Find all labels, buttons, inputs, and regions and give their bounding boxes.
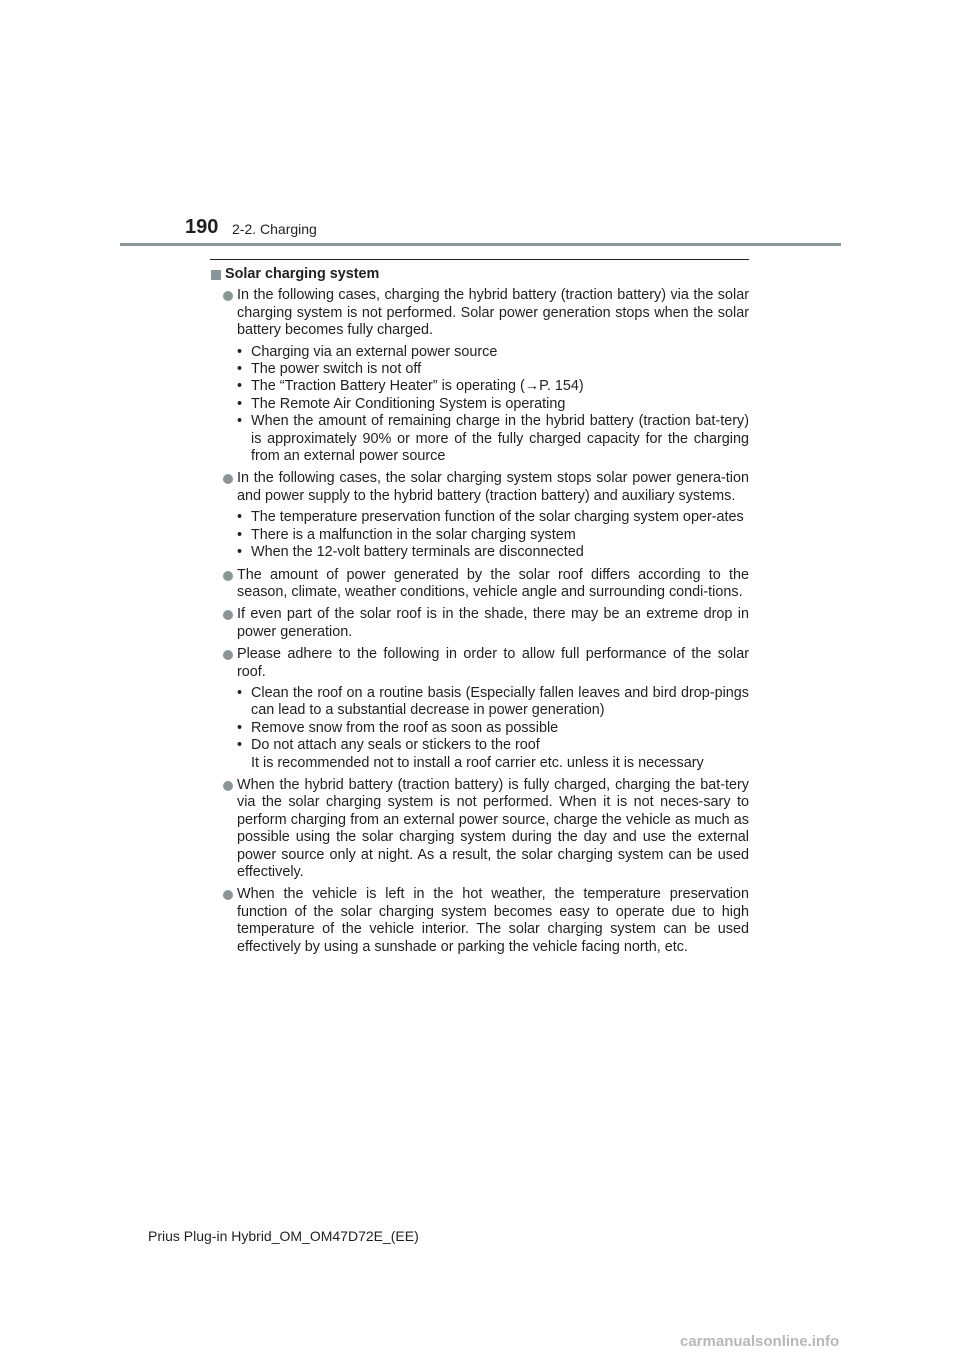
sub-list-item-text: There is a malfunction in the solar charging system [251,526,576,543]
circle-bullet-icon [223,610,233,620]
list-item [211,886,749,956]
sub-list-item-text: Charging via an external power source [251,343,498,360]
sub-list-item-text[interactable]: The “Traction Battery Heater” is operating (→P. 154) [251,378,584,395]
circle-bullet-icon [223,890,233,900]
circle-bullet-icon [223,650,233,660]
list-item-text: When the vehicle is left in the hot weather, the temperature preservation function of the solar charging system becomes easy to operate due to high temperature of the vehicle interior. The solar charging system can be used effectively by using a sunshade or parking the vehicle facing north, etc. [237,886,749,955]
list-item [211,287,749,465]
list-item-text: The amount of power generated by the solar roof differs according to the season, climate, weather conditions, vehicle angle and surrounding condi-tions. [237,566,749,600]
circle-bullet-icon [223,291,233,301]
footer-document-id: Prius Plug-in Hybrid_OM_OM47D72E_(EE) [148,1228,419,1244]
sub-list-item: • The power switch is not off [237,361,422,378]
section-heading: 2-2. Charging [232,221,317,237]
sub-list-item: • The “Traction Battery Heater” is operating (→P. 154) [237,378,584,395]
list-item [211,777,749,881]
sub-list-item: • There is a malfunction in the solar charging system [237,526,576,543]
sub-list-item: • The Remote Air Conditioning System is operating [237,395,566,412]
list-item [211,470,749,561]
list-item-text: In the following cases, charging the hybrid battery (traction battery) via the solar charging system is not performed. Solar power generation stops when the solar battery becomes fully charged. [237,287,749,339]
watermark: carmanualsonline.info [680,1333,840,1350]
section-content [211,266,749,961]
sub-list-item: • Charging via an external power source [237,343,498,360]
list-item-text: In the following cases, the solar charging system stops solar power genera-tion and power supply to the hybrid battery (traction battery) and auxiliary systems. [237,470,749,504]
list-item-text: When the hybrid battery (traction battery) is fully charged, charging the bat-tery via the solar charging system is not performed. When it is not neces-sary to perform charging from an external power source, charge the vehicle as much as possible using the solar charging system during the day and use the external power source only at night. As a result, the solar charging system can be used effectively. [237,776,749,880]
sub-list-item-text: The temperature preservation function of the solar charging system oper-ates [251,509,744,526]
list-item-text: If even part of the solar roof is in the shade, there may be an extreme drop in power generation. [237,606,749,640]
list-item [211,606,749,641]
sub-list-item-text: Clean the roof on a routine basis (Especially fallen leaves and bird drop-pings can lead to a substantial decrease in power generation) [251,684,749,719]
list-item [211,646,749,772]
sub-list [237,344,749,466]
section-divider [210,259,749,260]
sub-list-item: • Remove snow from the roof as soon as possible [237,719,559,736]
sub-list-item-text: Do not attach any seals or stickers to the roof [251,737,540,754]
list-item [211,567,749,602]
sub-list-note: It is recommended not to install a roof carrier etc. unless it is necessary [251,754,704,771]
sub-list-item: • The temperature preservation function of the solar charging system oper-ates [237,509,744,526]
sub-list-item-text: When the amount of remaining charge in the hybrid battery (traction bat-tery) is approximately 90% or more of the fully charged capacity for the charging from an external power source [251,413,749,465]
circle-bullet-icon [223,571,233,581]
sub-list-item-text: The power switch is not off [251,361,422,378]
sub-list-item: • When the 12-volt battery terminals are disconnected [237,544,584,561]
sub-list-item: • Do not attach any seals or stickers to the roof [237,737,540,754]
square-bullet-icon [211,270,221,280]
section-title [211,266,749,283]
list-item-text: Please adhere to the following in order to allow full performance of the solar roof. [237,646,749,680]
sub-list-item-text: When the 12-volt battery terminals are disconnected [251,544,584,561]
sub-list [237,685,749,755]
sub-list [237,509,749,561]
sub-list-item-text: Remove snow from the roof as soon as possible [251,719,559,736]
circle-bullet-icon [223,474,233,484]
circle-bullet-icon [223,781,233,791]
sub-list-item-text: The Remote Air Conditioning System is operating [251,395,566,412]
sub-list-item: • Clean the roof on a routine basis (Especially fallen leaves and bird drop-pings can lead to a substantial decrease in power generation) [237,684,749,719]
section-title-text: Solar charging system [225,266,380,282]
header-divider [120,243,841,246]
sub-list-item: • When the amount of remaining charge in the hybrid battery (traction bat-tery) is approximately 90% or more of the fully charged capacity for the charging from an external power source [237,413,749,465]
page-number: 190 [185,216,219,238]
